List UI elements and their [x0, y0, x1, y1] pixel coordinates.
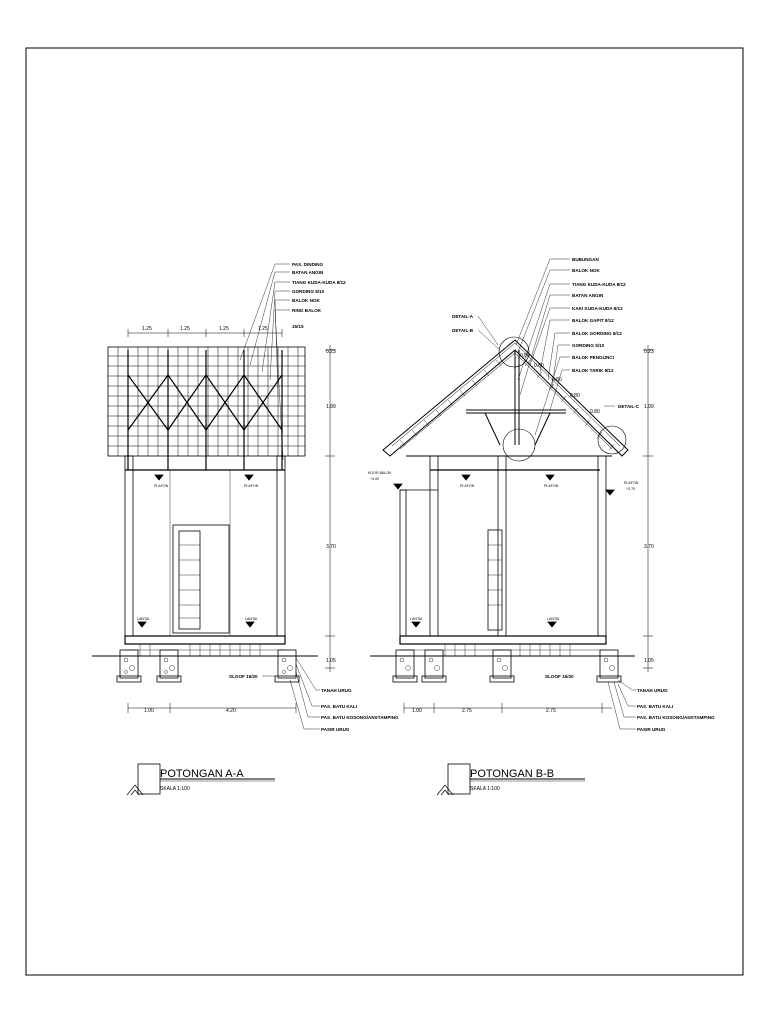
- level-plafon-2: PLAFON: [244, 484, 259, 488]
- level-lantai-1: LANTAI: [410, 617, 423, 621]
- callout-kaki-kuda-kuda: KAKI KUDA-KUDA 8/12: [572, 306, 623, 311]
- slope-dim-3: 0.80: [552, 377, 562, 383]
- top-dim-4: 1.25: [258, 326, 268, 332]
- foundation-tanah-urug: TANAH URUG: [637, 688, 668, 693]
- callout-pas-dinding: PAS. DINDING: [292, 262, 324, 267]
- detail-c-label: DETAIL-C: [618, 404, 640, 409]
- level-lantai-2: LANTAI: [547, 617, 560, 621]
- foundation-tanah-urug: TANAH URUG: [321, 688, 352, 693]
- callout-balok-tarik: BALOK TARIK 8/12: [572, 368, 614, 373]
- section-a-title: POTONGAN A-A: [160, 768, 244, 780]
- callout-balok-nok: BALOK NOK: [292, 298, 320, 303]
- foundation-batu-kosong: PAS. BATU KOSONG/ANSTAMPING: [637, 715, 715, 720]
- right-dim-2: 1.99: [644, 404, 654, 410]
- level-plafon-2: PLAFON: [544, 484, 559, 488]
- callout-balok-gording: BALOK GORDING 8/12: [572, 331, 622, 336]
- callout-gording: GORDING 5/10: [572, 343, 605, 348]
- sloof-label: SLOOF 15/20: [545, 674, 574, 679]
- callout-batan-angin: BATAN ANGIN: [572, 293, 604, 298]
- slope-dim-4: 0.80: [570, 393, 580, 399]
- detail-b-label: DETAIL-B: [452, 328, 474, 333]
- callout-ring-balok-size: 15/15: [292, 324, 304, 329]
- top-dim-3: 1.25: [219, 326, 229, 332]
- left-level-value: +4.00: [370, 477, 380, 481]
- level-lantai-1: LANTAI: [137, 617, 150, 621]
- callout-tiang-kuda-kuda: TIANG KUDA-KUDA 8/12: [292, 280, 346, 285]
- callout-balok-nok: BALOK NOK: [572, 268, 600, 273]
- top-dim-2: 1.25: [180, 326, 190, 332]
- callout-ring-balok: RING BALOK: [292, 308, 322, 313]
- section-b-labels: [368, 257, 715, 792]
- right-level-label: PLAFON: [624, 481, 639, 485]
- bottom-dim-1: 1.00: [144, 708, 154, 714]
- right-dim-4: 1.05: [326, 658, 336, 664]
- slope-dim-1: 0.80: [520, 353, 530, 359]
- foundation-pasir-urug: PASIR URUG: [637, 727, 666, 732]
- level-plafon-1: PLAFON: [460, 484, 475, 488]
- bottom-dim-1: 1.00: [412, 708, 422, 714]
- slope-dim-2: 0.80: [534, 363, 544, 369]
- slope-dim-5: 0.80: [590, 409, 600, 415]
- section-a-scale: SKALA 1:100: [160, 786, 190, 792]
- top-dim-1: 1.25: [142, 326, 152, 332]
- foundation-batu-kali: PAS. BATU KALI: [637, 704, 674, 709]
- section-b-title: POTONGAN B-B: [470, 768, 555, 780]
- right-dim-3: 3.70: [644, 544, 654, 550]
- callout-batan-angin: BATAN ANGIN: [292, 270, 324, 275]
- bottom-dim-2: 4.20: [226, 708, 236, 714]
- right-dim-2: 1.99: [326, 404, 336, 410]
- callout-tiang-kuda-kuda: TIANG KUDA-KUDA 8/12: [572, 282, 626, 287]
- right-level-value: +3.70: [626, 487, 636, 491]
- detail-a-label: DETAIL-A: [452, 314, 474, 319]
- section-a-labels: [137, 262, 399, 792]
- right-dim-3: 3.70: [326, 544, 336, 550]
- sloof-label: SLOOF 15/20: [229, 674, 258, 679]
- callout-bubungan: BUBUNGAN: [572, 257, 599, 262]
- callout-balok-gapit: BALOK GAPIT 8/12: [572, 318, 614, 323]
- right-dim-1: 0.23: [644, 349, 654, 355]
- section-b-scale: SKALA 1:100: [470, 786, 500, 792]
- bottom-dim-3: 2.75: [546, 708, 556, 714]
- right-dim-4: 1.05: [644, 658, 654, 664]
- right-dim-1: 0.23: [326, 349, 336, 355]
- callout-gording: GORDING 5/10: [292, 289, 325, 294]
- bottom-dim-2: 2.75: [462, 708, 472, 714]
- foundation-batu-kali: PAS. BATU KALI: [321, 704, 358, 709]
- foundation-pasir-urug: PASIR URUG: [321, 727, 350, 732]
- section-b-drawing: [370, 259, 653, 795]
- section-a-drawing: [92, 264, 335, 795]
- level-plafon-1: PLAFON: [154, 484, 169, 488]
- callout-balok-pengunci: BALOK PENGUNCI: [572, 355, 614, 360]
- level-lantai-2: LANTAI: [245, 617, 258, 621]
- foundation-batu-kosong: PAS. BATU KOSONG/ANSTAMPING: [321, 715, 399, 720]
- left-level-label: KOOR BALOK: [368, 471, 392, 475]
- sheet-border: [26, 48, 743, 975]
